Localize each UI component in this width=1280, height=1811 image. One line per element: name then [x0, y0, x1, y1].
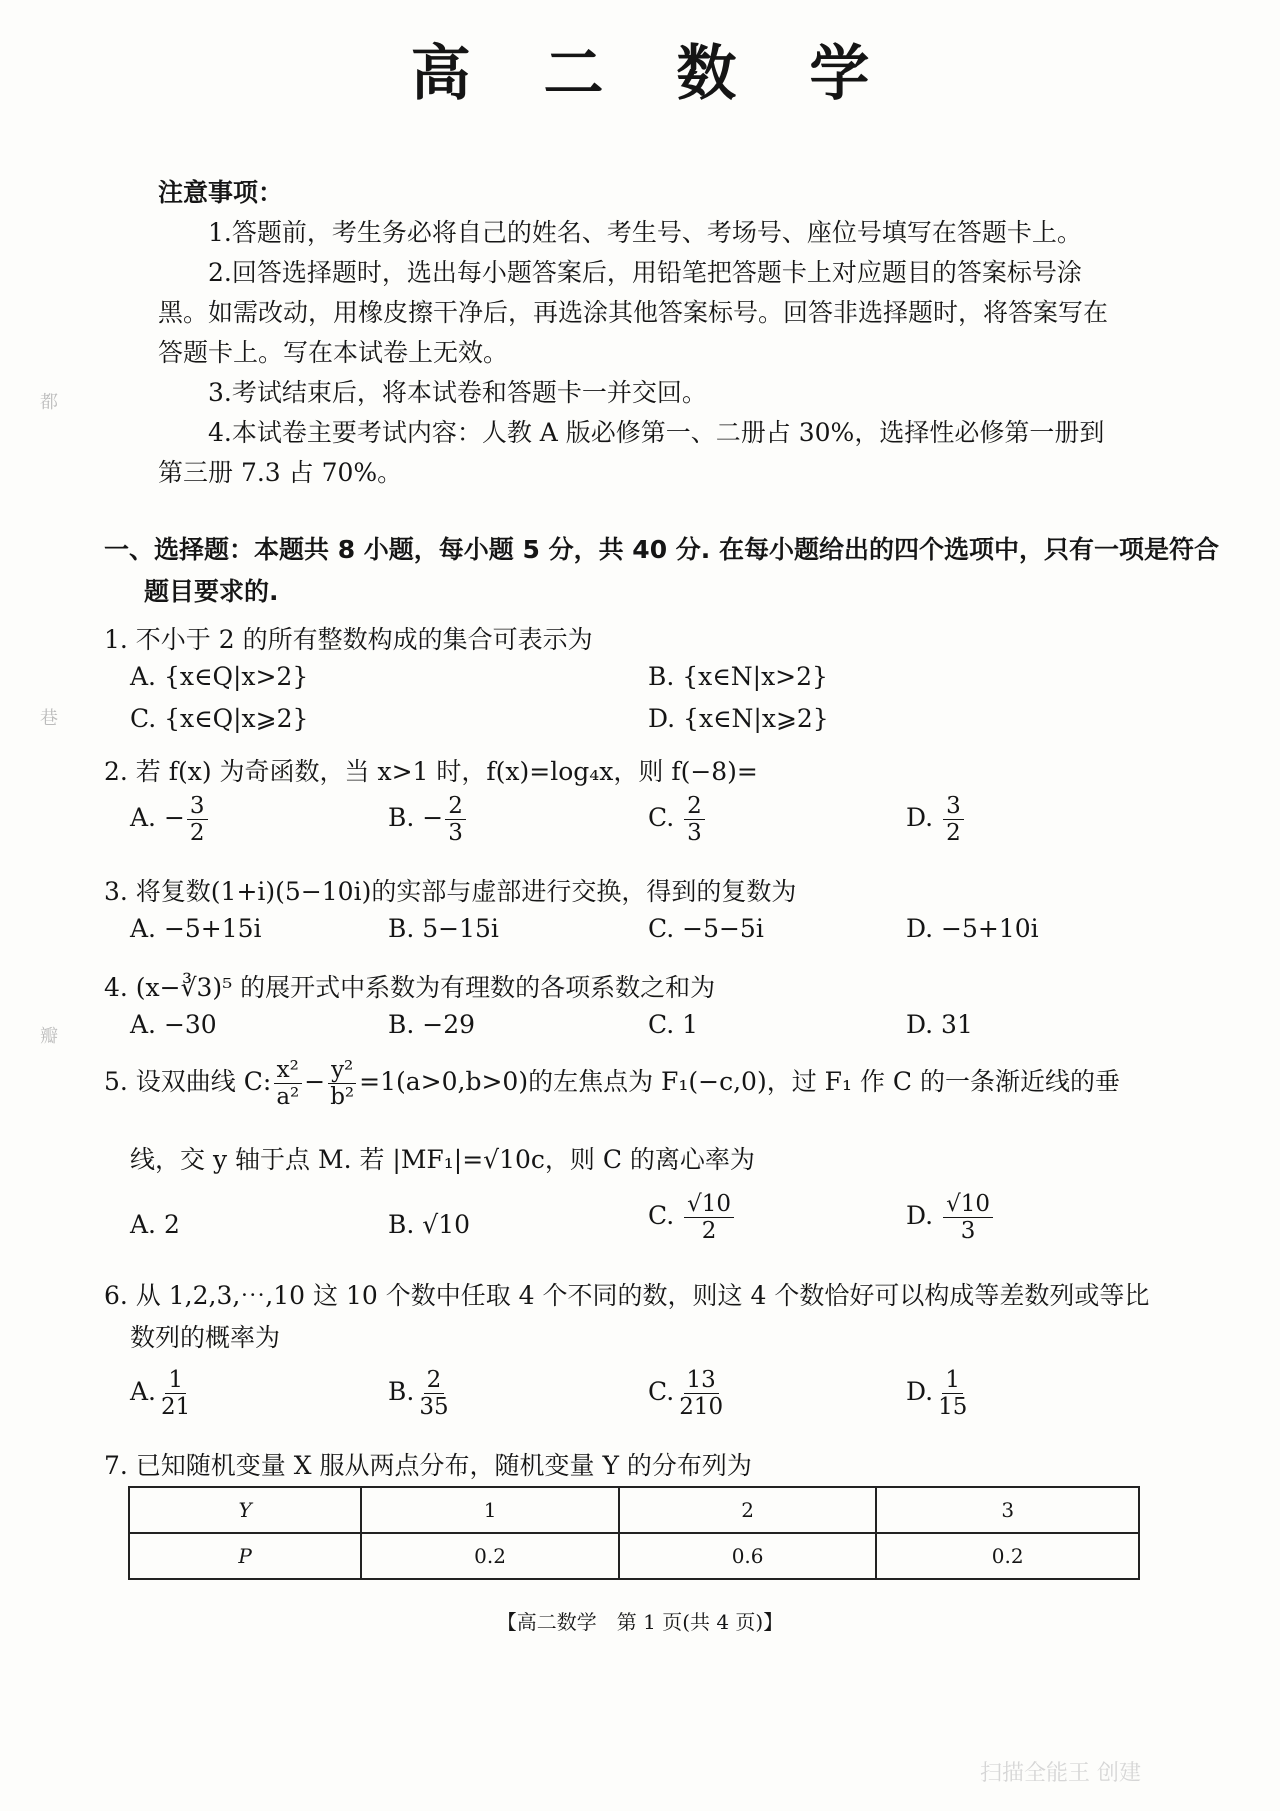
table-row	[129, 1533, 1139, 1579]
question-6-stem-cont: 数列的概率为	[130, 1323, 281, 1352]
table-cell: 2	[619, 1487, 877, 1533]
section-heading-cont: 题目要求的.	[144, 577, 279, 606]
q1-option-a: A. {x∈Q|x>2}	[130, 662, 309, 691]
section-heading: 一、选择题：本题共 8 小题，每小题 5 分，共 40 分. 在每小题给出的四个选项中，只有一项是符合	[104, 535, 1220, 564]
q3-option-b: B. 5−15i	[388, 914, 499, 943]
notice-line: 黑。如需改动，用橡皮擦干净后，再选涂其他答案标号。回答非选择题时，将答案写在	[158, 298, 1109, 327]
notice-line: 3.考试结束后，将本试卷和答题卡一并交回。	[208, 378, 707, 407]
q5-option-c: C. $\frac{√10}{2}$	[648, 1192, 736, 1243]
q4-option-c: C. 1	[648, 1010, 699, 1039]
q3-option-d: D. −5+10i	[906, 914, 1039, 943]
q6-option-c: C. $\frac{13}{210}$	[648, 1367, 724, 1421]
q5-option-b: B. √10	[388, 1210, 471, 1239]
side-mark: 巷	[40, 708, 58, 729]
q2-option-c: C. $\frac{2}{3}$	[648, 794, 707, 845]
table-cell: 0.2	[361, 1533, 619, 1579]
question-2-stem: 2. 若 f(x) 为奇函数，当 x>1 时，f(x)=log₄x，则 f(−8)=	[104, 757, 758, 786]
notice-heading: 注意事项：	[158, 178, 284, 207]
q5-option-d: D. $\frac{√10}{3}$	[906, 1192, 995, 1243]
q1-option-d: D. {x∈N|x⩾2}	[648, 704, 829, 733]
q5-option-a: A. 2	[130, 1210, 180, 1239]
q4-option-d: D. 31	[906, 1010, 973, 1039]
question-5-stem-cont: 线，交 y 轴于点 M. 若 |MF₁|=√10c，则 C 的离心率为	[130, 1145, 755, 1174]
q6-option-b: B. $\frac{2}{35}$	[388, 1367, 449, 1421]
notice-line: 第三册 7.3 占 70%。	[158, 458, 403, 487]
page-title: 高 二 数 学	[410, 39, 896, 109]
question-4-stem: 4. (x−∛3)⁵ 的展开式中系数为有理数的各项系数之和为	[104, 973, 716, 1002]
side-mark: 都	[40, 392, 58, 413]
question-7-stem: 7. 已知随机变量 X 服从两点分布，随机变量 Y 的分布列为	[104, 1451, 752, 1480]
q1-option-c: C. {x∈Q|x⩾2}	[130, 704, 309, 733]
q2-option-a: A. − $\frac{3}{2}$	[130, 794, 210, 845]
q6-option-d: D. $\frac{1}{15}$	[906, 1367, 968, 1421]
notice-line: 1.答题前，考生务必将自己的姓名、考生号、考场号、座位号填写在答题卡上。	[208, 218, 1082, 247]
q3-option-c: C. −5−5i	[648, 914, 764, 943]
question-1-stem: 1. 不小于 2 的所有整数构成的集合可表示为	[104, 625, 593, 654]
q1-option-b: B. {x∈N|x>2}	[648, 662, 828, 691]
table-cell: 3	[876, 1487, 1139, 1533]
table-row	[129, 1487, 1139, 1533]
q2-option-d: D. $\frac{3}{2}$	[906, 794, 966, 845]
page-footer: 【高二数学 第 1 页(共 4 页)】	[496, 1610, 784, 1634]
side-mark: 瓣	[40, 1026, 58, 1047]
question-3-stem: 3. 将复数(1+i)(5−10i)的实部与虚部进行交换，得到的复数为	[104, 877, 797, 906]
q4-option-a: A. −30	[130, 1010, 217, 1039]
q6-option-a: A. $\frac{1}{21}$	[130, 1367, 191, 1421]
table-cell: P	[129, 1533, 361, 1579]
q4-option-b: B. −29	[388, 1010, 476, 1039]
notice-line: 2.回答选择题时，选出每小题答案后，用铅笔把答题卡上对应题目的答案标号涂	[208, 258, 1082, 287]
notice-line: 答题卡上。写在本试卷上无效。	[158, 338, 509, 367]
question-6-stem: 6. 从 1,2,3,⋯,10 这 10 个数中任取 4 个不同的数，则这 4 个数恰好可以构成等差数列或等比	[104, 1281, 1150, 1310]
notice-line: 4.本试卷主要考试内容：人教 A 版必修第一、二册占 30%，选择性必修第一册到	[208, 418, 1105, 447]
table-cell: 0.6	[619, 1533, 877, 1579]
table-cell: Y	[129, 1487, 361, 1533]
distribution-table	[128, 1486, 1140, 1580]
q3-option-a: A. −5+15i	[130, 914, 262, 943]
scanner-watermark: 扫描全能王 创建	[980, 1761, 1141, 1786]
question-5-stem: 5. 设双曲线 C: $\frac{\text{x²}}{\text{a²}}$ − $\frac{\text{y²}}{\text{b²}}$ =1(a>0,b>0)的左焦点为 F₁(−c,0)，过 F₁ 作 C 的一条渐近线的垂	[104, 1057, 1120, 1111]
table-cell: 0.2	[876, 1533, 1139, 1579]
table-cell: 1	[361, 1487, 619, 1533]
q2-option-b: B. − $\frac{2}{3}$	[388, 794, 468, 845]
